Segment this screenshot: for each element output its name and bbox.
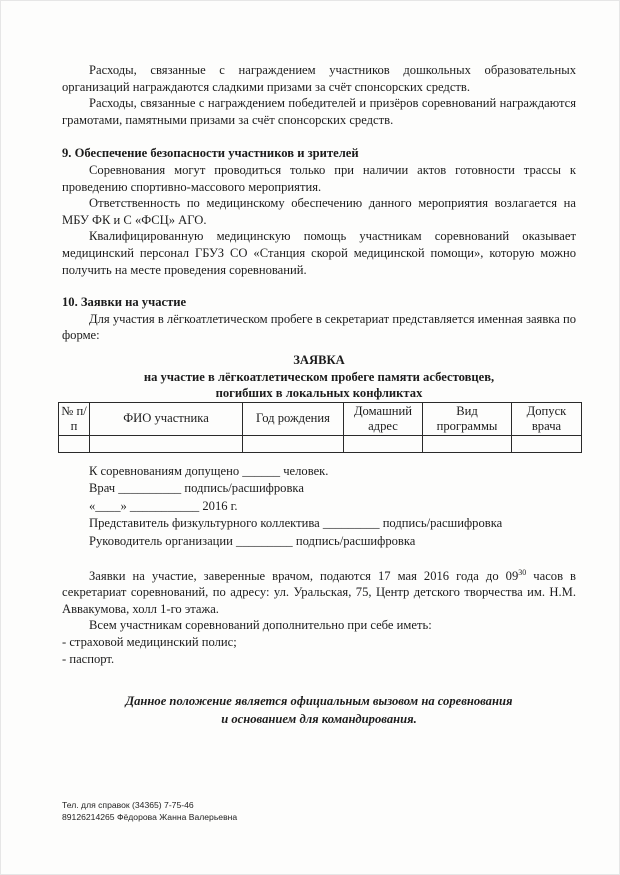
table-cell: [344, 435, 423, 452]
contact-person: 89126214265 Фёдорова Жанна Валерьевна: [62, 812, 238, 822]
awards-paragraph-1: Расходы, связанные с награждением участников дошкольных образовательных организаций награждаются сладкими призами за счёт спонсорских средств.: [62, 63, 576, 94]
official-notice-line-1: Данное положение является официальным вызовом на соревнования: [125, 694, 513, 709]
documents-intro: Всем участникам соревнований дополнительно при себе иметь:: [89, 618, 432, 633]
section-9-paragraph-2: Ответственность по медицинскому обеспечению данного мероприятия возлагается на МБУ ФК и С «ФСЦ» АГО.: [62, 196, 576, 227]
column-header-number: № п/п: [59, 402, 90, 435]
table-cell: [59, 435, 90, 452]
column-header-doctor-admission: Допуск врача: [512, 402, 582, 435]
section-10-heading: 10. Заявки на участие: [62, 295, 187, 310]
submission-text-end: часов в секретариат соревнований, по адресу: ул. Уральская, 75, Центр детского творчества им. Н.М. Аввакумова, холл 1-го этажа.: [62, 568, 576, 616]
form-signature-lines: [89, 463, 576, 551]
submission-time-minutes: 30: [518, 567, 527, 577]
required-documents-list: [62, 634, 576, 668]
official-notice: [62, 692, 576, 728]
submission-text-start: Заявки на участие, заверенные врачом, подаются 17 мая 2016 года до 09: [89, 568, 519, 583]
table-row: [59, 435, 582, 452]
form-subtitle-line-2: погибших в локальных конфликтах: [215, 386, 423, 401]
form-line-representative: Представитель физкультурного коллектива _________ подпись/расшифровка: [89, 516, 503, 531]
form-subtitle-line-1: на участие в лёгкоатлетическом пробеге памяти асбестовцев,: [143, 369, 495, 384]
document-body: [62, 62, 576, 728]
column-header-birth-year: Год рождения: [243, 402, 344, 435]
section-9-paragraph-3: Квалифицированную медицинскую помощь участникам соревнований оказывает медицинский персонал ГБУЗ СО «Станция скорой медицинской помощи», которую можно получить на месте проведения соревнований.: [62, 229, 576, 277]
table-cell: [90, 435, 243, 452]
section-9-paragraph-1: Соревнования могут проводиться только при наличии актов готовности трассы к проведению спортивно-массового мероприятия.: [62, 162, 576, 194]
list-item: - паспорт.: [62, 652, 115, 667]
list-item: - страховой медицинский полис;: [62, 635, 237, 650]
submission-paragraph: [62, 568, 576, 618]
form-line-admitted: К соревнованиям допущено ______ человек.: [89, 463, 329, 478]
contact-phone: Тел. для справок (34365) 7-75-46: [62, 800, 194, 810]
table-cell: [423, 435, 512, 452]
awards-paragraph-2: Расходы, связанные с награждением победителей и призёров соревнований награждаются грамотами, памятными призами за счёт спонсорских средств.: [62, 96, 576, 127]
form-line-doctor: Врач __________ подпись/расшифровка: [89, 481, 304, 496]
form-line-head: Руководитель организации _________ подпись/расшифровка: [89, 534, 416, 549]
column-header-address: Домашний адрес: [344, 402, 423, 435]
column-header-name: ФИО участника: [90, 402, 243, 435]
application-form-table: [58, 402, 582, 453]
form-line-date: «____» ___________ 2016 г.: [89, 498, 238, 513]
form-title: ЗАЯВКА: [293, 352, 345, 367]
section-9-heading: 9. Обеспечение безопасности участников и зрителей: [62, 146, 359, 161]
table-cell: [243, 435, 344, 452]
table-cell: [512, 435, 582, 452]
table-header-row: [59, 402, 582, 435]
column-header-program: Вид программы: [423, 402, 512, 435]
contact-info: [62, 799, 237, 823]
section-10-paragraph-1: Для участия в лёгкоатлетическом пробеге в секретариат представляется именная заявка по форме:: [62, 311, 576, 343]
official-notice-line-2: и основанием для командирования.: [221, 712, 417, 727]
